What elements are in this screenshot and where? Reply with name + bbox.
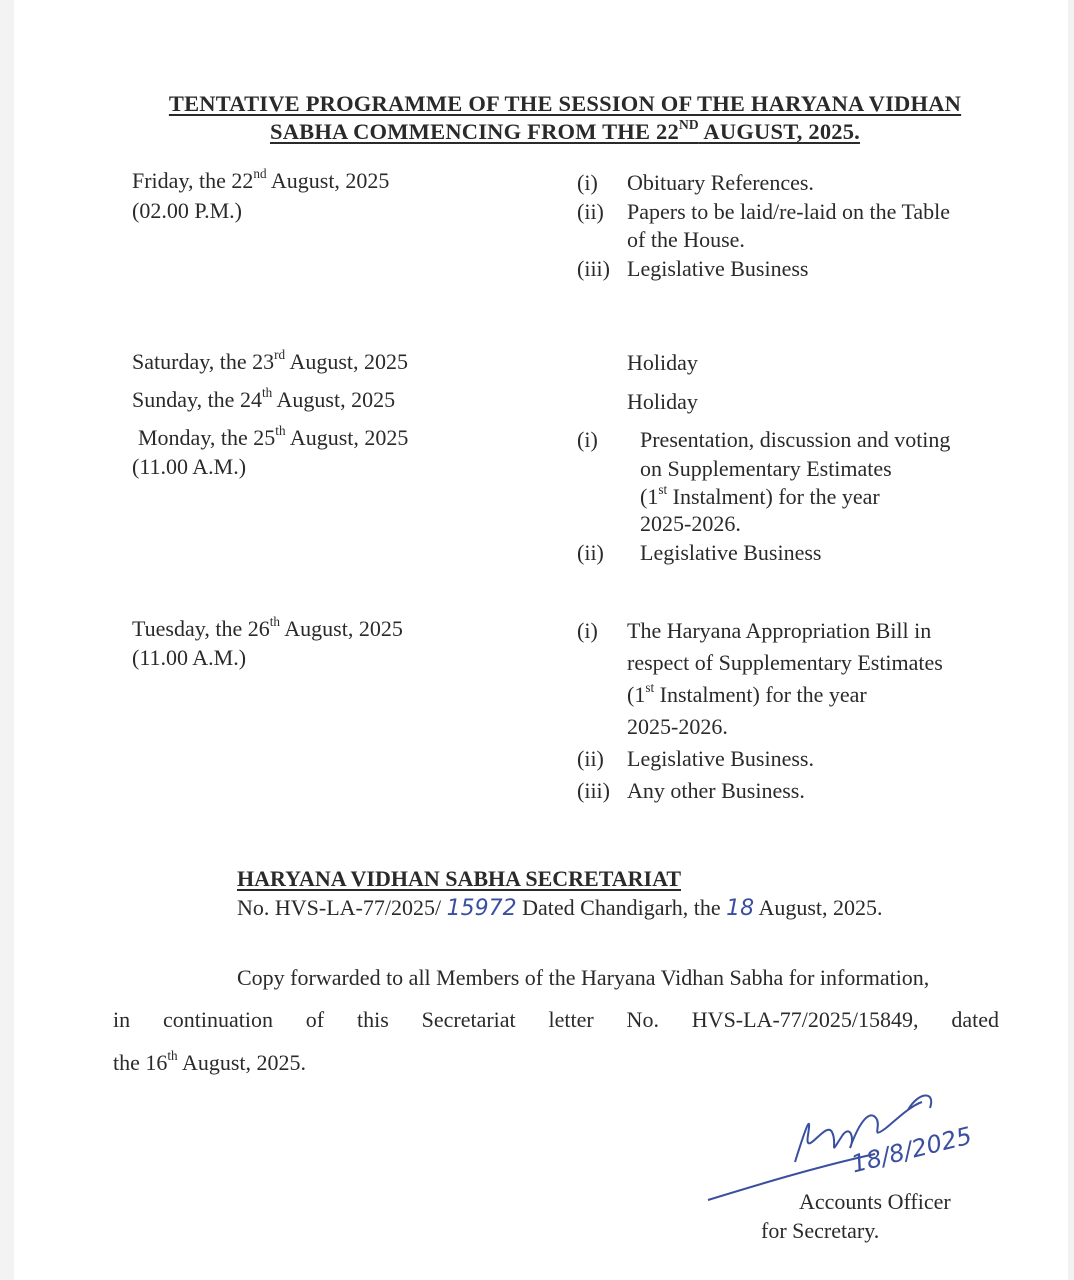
item-number: (ii) (577, 199, 604, 224)
item-text: Legislative Business (640, 540, 822, 565)
scan-left-edge (0, 0, 14, 1280)
holiday-note: Holiday (627, 389, 698, 414)
signature-date: 18/8/2025 (848, 1121, 975, 1179)
day-time-friday: (02.00 P.M.) (132, 198, 243, 223)
item-text: Any other Business. (627, 778, 805, 803)
item-number: (i) (577, 427, 598, 452)
title-line-1: TENTATIVE PROGRAMME OF THE SESSION OF THE HARYANA VIDHAN (168, 91, 962, 116)
forwarding-line-1: Copy forwarded to all Members of the Haryana Vidhan Sabha for information, (237, 965, 930, 990)
document-title (120, 90, 1010, 146)
item-text-cont: 2025-2026. (627, 714, 728, 739)
day-date-tuesday: Tuesday, the 26th August, 2025 (132, 614, 403, 641)
item-number: (iii) (577, 256, 610, 281)
secretariat-heading: HARYANA VIDHAN SABHA SECRETARIAT (237, 866, 682, 891)
forwarding-line-3: the 16th August, 2025. (113, 1048, 307, 1075)
item-text: Legislative Business. (627, 746, 814, 771)
title-line-2: SABHA COMMENCING FROM THE 22ND AUGUST, 2025. (269, 117, 861, 144)
item-text: Legislative Business (627, 256, 809, 281)
item-number: (ii) (577, 540, 604, 565)
item-text: Obituary References. (627, 170, 814, 195)
item-text: Presentation, discussion and voting (640, 427, 951, 452)
day-time-tuesday: (11.00 A.M.) (132, 645, 247, 670)
item-text: Papers to be laid/re-laid on the Table (627, 199, 951, 224)
day-date-sunday: Sunday, the 24th August, 2025 (132, 385, 396, 412)
item-text-cont: 2025-2026. (640, 511, 741, 536)
holiday-note: Holiday (627, 350, 698, 375)
item-text-cont: (1st Instalment) for the year (627, 680, 867, 707)
item-number: (i) (577, 170, 598, 195)
item-text-cont: (1st Instalment) for the year (640, 482, 880, 509)
day-date-friday: Friday, the 22nd August, 2025 (132, 166, 390, 193)
day-date-monday: Monday, the 25th August, 2025 (138, 423, 409, 450)
handwritten-date: 18 (726, 896, 755, 921)
item-number: (iii) (577, 778, 610, 803)
item-number: (ii) (577, 746, 604, 771)
item-text-cont: respect of Supplementary Estimates (627, 650, 943, 675)
day-time-monday: (11.00 A.M.) (132, 454, 247, 479)
handwritten-number: 15972 (446, 896, 517, 921)
forwarding-line-2: in continuation of this Secretariat letter No. HVS-LA-77/2025/15849, dated (113, 1007, 999, 1032)
reference-line: No. HVS-LA-77/2025/ 15972 Dated Chandigarh, the 18 August, 2025. (237, 895, 883, 921)
item-text: The Haryana Appropriation Bill in (627, 618, 932, 643)
signatory-designation: Accounts Officer (799, 1189, 951, 1214)
scan-right-edge (1068, 0, 1074, 1280)
item-text-cont: on Supplementary Estimates (640, 456, 892, 481)
day-date-saturday: Saturday, the 23rd August, 2025 (132, 347, 409, 374)
item-number: (i) (577, 618, 598, 643)
signatory-for: for Secretary. (761, 1218, 880, 1243)
item-text-cont: of the House. (627, 227, 745, 252)
